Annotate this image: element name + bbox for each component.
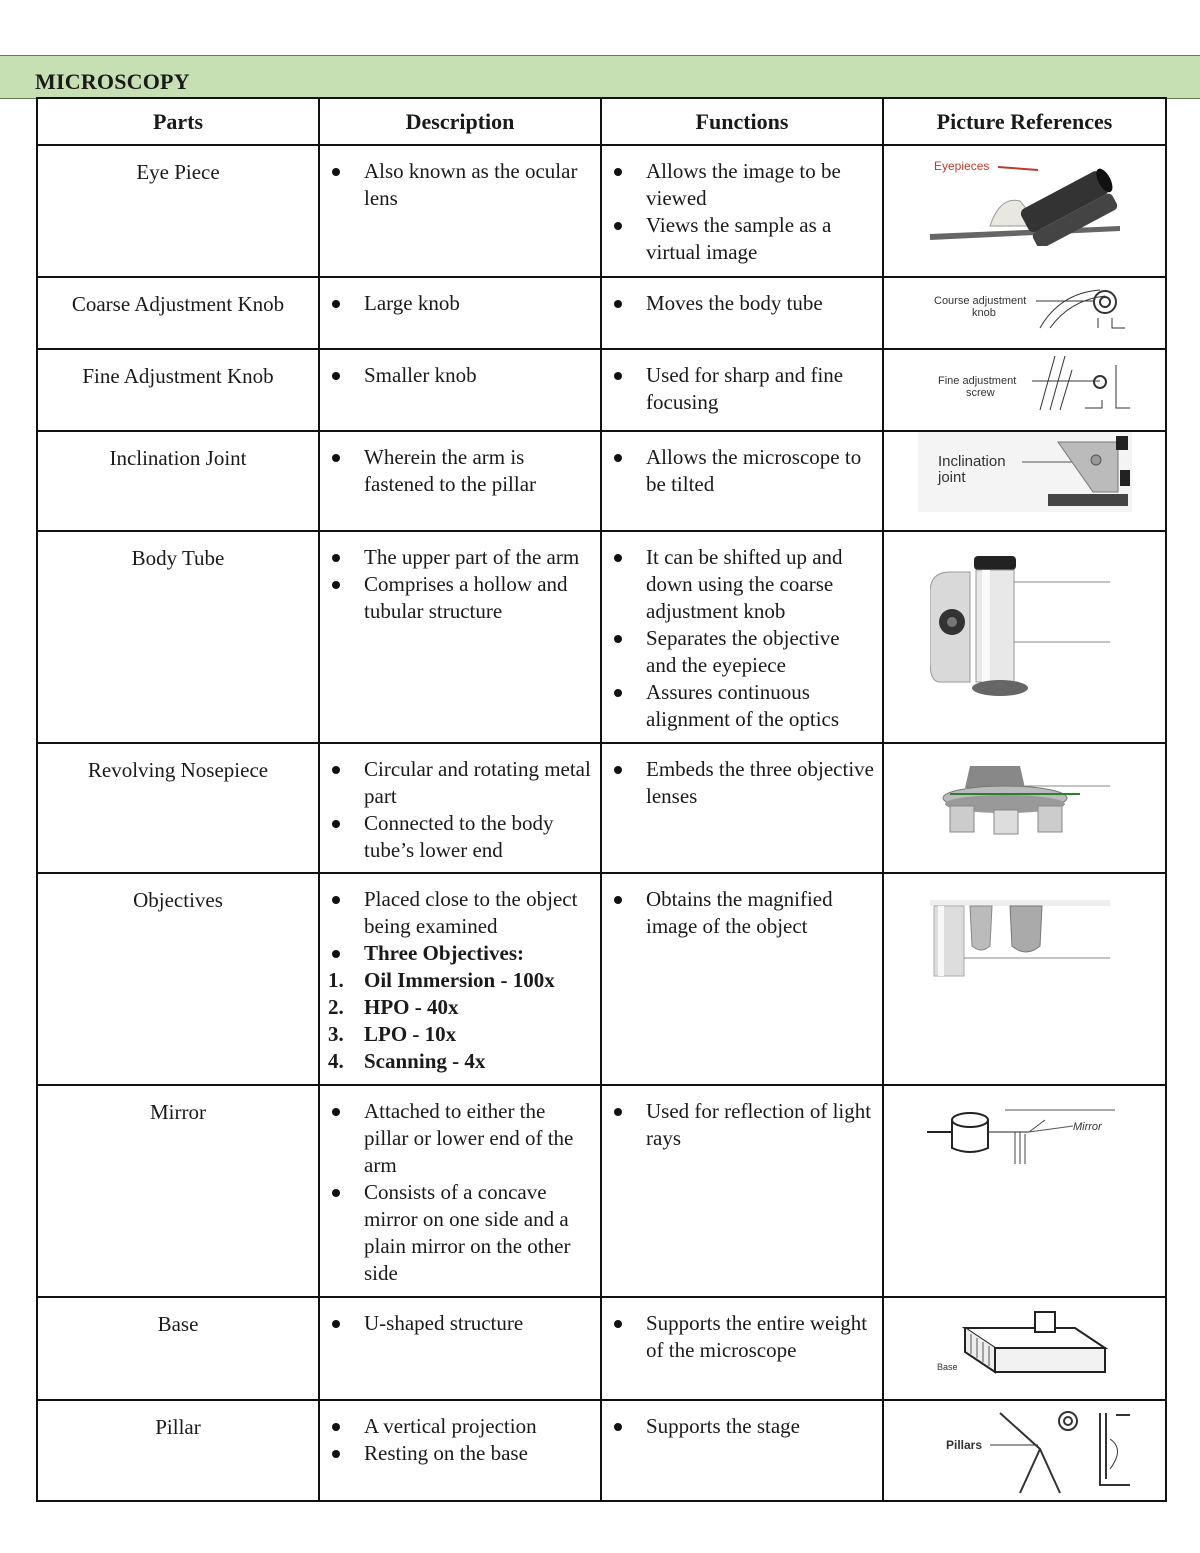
part-name: Base — [37, 1297, 319, 1400]
functions-cell — [601, 1085, 883, 1297]
list-item: Assures continuous alignment of the optics — [602, 679, 874, 733]
objective-item: 3. LPO - 10x — [328, 1022, 457, 1046]
picture-label: Pillars — [945, 1438, 982, 1452]
functions-cell — [601, 873, 883, 1085]
list-item: U-shaped structure — [320, 1310, 592, 1337]
description-cell — [319, 431, 601, 531]
part-name: Inclination Joint — [37, 431, 319, 531]
picture-cell — [883, 431, 1166, 531]
functions-cell — [601, 431, 883, 531]
list-item: Used for reflection of light rays — [602, 1098, 874, 1152]
picture-cell — [883, 1085, 1166, 1297]
table-row — [37, 431, 1166, 531]
list-item: Attached to either the pillar or lower end of the arm — [320, 1098, 592, 1179]
list-item: Allows the microscope to be tilted — [602, 444, 874, 498]
part-name: Eye Piece — [37, 145, 319, 277]
picture-label: Inclination — [937, 453, 1006, 470]
list-item: Used for sharp and fine focusing — [602, 362, 874, 416]
description-cell — [319, 277, 601, 349]
list-item: Also known as the ocular lens — [320, 158, 592, 212]
column-header-parts: Parts — [37, 98, 319, 145]
part-name: Body Tube — [37, 531, 319, 743]
list-item: Comprises a hollow and tubular structure — [320, 571, 592, 625]
table-row — [37, 1085, 1166, 1297]
picture-label: Eyepieces — [933, 159, 989, 173]
description-cell — [319, 145, 601, 277]
functions-cell — [601, 1400, 883, 1501]
picture-cell — [883, 743, 1166, 873]
picture-cell — [883, 1400, 1166, 1501]
list-item: The upper part of the arm — [320, 544, 592, 571]
eyepiece-illustration — [920, 146, 1130, 246]
picture-label: Course adjustment — [933, 295, 1026, 307]
description-cell — [319, 743, 601, 873]
objective-item: 2. HPO - 40x — [328, 995, 459, 1019]
table-header-row — [37, 98, 1166, 145]
list-item: Views the sample as a virtual image — [602, 212, 874, 266]
list-item: Moves the body tube — [602, 290, 874, 317]
microscopy-table — [36, 97, 1167, 1502]
column-header-functions: Functions — [601, 98, 883, 145]
list-item: Placed close to the object being examined — [320, 886, 592, 940]
picture-label: Fine adjustment — [937, 375, 1016, 387]
functions-cell — [601, 349, 883, 431]
table-row — [37, 1400, 1166, 1501]
inclination-joint-illustration — [918, 432, 1132, 512]
objective-item: 4. Scanning - 4x — [328, 1049, 486, 1073]
body-tube-illustration — [930, 552, 1120, 702]
list-item: Connected to the body tube’s lower end — [320, 810, 592, 864]
picture-label: screw — [965, 387, 995, 399]
description-cell — [319, 531, 601, 743]
list-item: Embeds the three objective lenses — [602, 756, 874, 810]
functions-cell — [601, 531, 883, 743]
picture-label: knob — [971, 307, 996, 319]
list-item: Resting on the base — [320, 1440, 592, 1467]
list-item: Smaller knob — [320, 362, 592, 389]
mirror-illustration — [925, 1106, 1125, 1176]
part-name: Fine Adjustment Knob — [37, 349, 319, 431]
table-row — [37, 1297, 1166, 1400]
list-item: Supports the stage — [602, 1413, 874, 1440]
pillar-illustration — [920, 1409, 1130, 1495]
fine-knob-illustration — [920, 350, 1130, 416]
picture-cell — [883, 277, 1166, 349]
column-header-picture-references: Picture References — [883, 98, 1166, 145]
picture-cell — [883, 1297, 1166, 1400]
list-item: Consists of a concave mirror on one side and a plain mirror on the other side — [320, 1179, 592, 1287]
part-name: Revolving Nosepiece — [37, 743, 319, 873]
table-row — [37, 145, 1166, 277]
description-cell — [319, 1400, 601, 1501]
functions-cell — [601, 743, 883, 873]
list-item: Allows the image to be viewed — [602, 158, 874, 212]
list-item: Circular and rotating metal part — [320, 756, 592, 810]
functions-cell — [601, 145, 883, 277]
list-item: A vertical projection — [320, 1413, 592, 1440]
part-name: Objectives — [37, 873, 319, 1085]
description-cell — [319, 1085, 601, 1297]
base-illustration — [925, 1308, 1125, 1388]
table-row — [37, 873, 1166, 1085]
description-cell — [319, 1297, 601, 1400]
list-item: Wherein the arm is fastened to the pillar — [320, 444, 592, 498]
picture-cell — [883, 145, 1166, 277]
section-banner — [0, 55, 1200, 99]
part-name: Pillar — [37, 1400, 319, 1501]
objective-item: 1. Oil Immersion - 100x — [328, 968, 555, 992]
part-name: Coarse Adjustment Knob — [37, 277, 319, 349]
coarse-knob-illustration — [920, 278, 1130, 338]
picture-cell — [883, 531, 1166, 743]
list-item: Supports the entire weight of the microscope — [602, 1310, 874, 1364]
picture-label: Base — [936, 1362, 958, 1372]
list-item: It can be shifted up and down using the coarse adjustment knob — [602, 544, 874, 625]
table-row — [37, 349, 1166, 431]
picture-label: Mirror — [1072, 1121, 1102, 1133]
picture-cell — [883, 873, 1166, 1085]
list-item: Large knob — [320, 290, 592, 317]
picture-cell — [883, 349, 1166, 431]
functions-cell — [601, 1297, 883, 1400]
list-item: Obtains the magnified image of the object — [602, 886, 874, 940]
page-title: MICROSCOPY — [35, 69, 190, 94]
description-cell — [319, 873, 601, 1085]
functions-cell — [601, 277, 883, 349]
table-row — [37, 531, 1166, 743]
nosepiece-illustration — [930, 758, 1120, 838]
list-item: Separates the objective and the eyepiece — [602, 625, 874, 679]
column-header-description: Description — [319, 98, 601, 145]
table-row — [37, 743, 1166, 873]
picture-label: joint — [937, 469, 966, 486]
description-cell — [319, 349, 601, 431]
part-name: Mirror — [37, 1085, 319, 1297]
table-row — [37, 277, 1166, 349]
list-item: Three Objectives: — [320, 940, 592, 967]
objectives-illustration — [930, 886, 1120, 986]
